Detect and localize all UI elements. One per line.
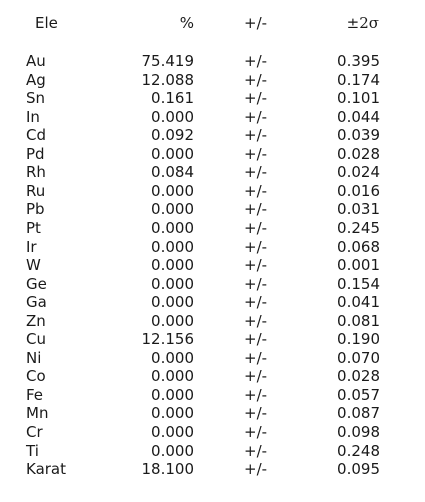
element-cell: Ni: [26, 348, 42, 367]
percent-cell: 0.000: [151, 441, 194, 460]
plusminus-cell: +/-: [244, 367, 268, 386]
sigma-cell: 0.031: [337, 200, 380, 219]
percent-cell: 12.156: [141, 330, 194, 349]
element-cell: Ru: [26, 181, 46, 200]
table-row: [0, 219, 425, 238]
plusminus-cell: +/-: [244, 441, 268, 460]
plusminus-cell: +/-: [244, 330, 268, 349]
element-cell: In: [26, 107, 40, 126]
element-cell: W: [26, 256, 41, 275]
element-cell: Ti: [26, 441, 39, 460]
element-cell: Cr: [26, 423, 43, 441]
table-row: [0, 386, 425, 405]
percent-cell: 0.000: [151, 144, 194, 163]
sigma-cell: 0.039: [337, 126, 380, 145]
percent-cell: 0.000: [151, 367, 194, 386]
sigma-cell: 0.101: [337, 89, 380, 108]
percent-cell: 0.000: [151, 423, 194, 441]
sigma-cell: 0.024: [337, 163, 380, 182]
sigma-cell: 0.095: [337, 460, 380, 479]
element-cell: Co: [26, 367, 46, 386]
percent-cell: 0.000: [151, 256, 194, 275]
percent-cell: 18.100: [141, 460, 194, 479]
plusminus-cell: +/-: [244, 218, 268, 237]
percent-cell: 0.000: [151, 218, 194, 237]
percent-cell: 0.161: [151, 89, 194, 108]
sigma-cell: 0.016: [337, 181, 380, 200]
sigma-cell: 0.028: [337, 144, 380, 163]
percent-cell: 0.000: [151, 200, 194, 219]
plusminus-cell: +/-: [244, 348, 268, 367]
percent-cell: 0.000: [151, 181, 194, 200]
sigma-cell: 0.190: [337, 330, 380, 349]
element-cell: Ir: [26, 237, 37, 256]
element-cell: Ge: [26, 274, 47, 293]
plusminus-cell: +/-: [244, 274, 268, 293]
sigma-cell: 0.098: [337, 423, 380, 441]
table-row: [0, 71, 425, 90]
table-row: [0, 200, 425, 219]
header-plusminus: +/-: [244, 14, 268, 32]
percent-cell: 0.000: [151, 385, 194, 404]
sigma-cell: 0.057: [337, 385, 380, 404]
plusminus-cell: +/-: [244, 181, 268, 200]
table-row: [0, 163, 425, 182]
plusminus-cell: +/-: [244, 311, 268, 330]
table-row: [0, 256, 425, 275]
table-row: [0, 423, 425, 442]
plusminus-cell: +/-: [244, 200, 268, 219]
sigma-cell: 0.070: [337, 348, 380, 367]
percent-cell: 0.000: [151, 274, 194, 293]
percent-cell: 75.419: [141, 52, 194, 70]
sigma-cell: 0.041: [337, 293, 380, 312]
table-row: [0, 126, 425, 145]
percent-cell: 0.000: [151, 107, 194, 126]
plusminus-cell: +/-: [244, 460, 268, 479]
element-cell: Cd: [26, 126, 46, 145]
plusminus-cell: +/-: [244, 256, 268, 275]
sigma-cell: 0.044: [337, 107, 380, 126]
table-row: [0, 238, 425, 257]
table-header: [0, 13, 425, 33]
sigma-cell: 0.001: [337, 256, 380, 275]
sigma-cell: 0.081: [337, 311, 380, 330]
sigma-cell: 0.028: [337, 367, 380, 386]
plusminus-cell: +/-: [244, 52, 268, 70]
element-cell: Cu: [26, 330, 46, 349]
element-cell: Pb: [26, 200, 45, 219]
table-row: [0, 442, 425, 461]
table-row: [0, 52, 425, 71]
element-cell: Karat: [26, 460, 67, 479]
table-row: [0, 460, 425, 479]
plusminus-cell: +/-: [244, 423, 268, 441]
element-cell: Rh: [26, 163, 46, 182]
element-cell: Zn: [26, 311, 46, 330]
plusminus-cell: +/-: [244, 89, 268, 108]
element-cell: Ga: [26, 293, 47, 312]
plusminus-cell: +/-: [244, 404, 268, 423]
plusminus-cell: +/-: [244, 163, 268, 182]
sigma-cell: 0.395: [337, 52, 380, 70]
element-cell: Au: [26, 52, 46, 70]
plusminus-cell: +/-: [244, 107, 268, 126]
table-row: [0, 349, 425, 368]
percent-cell: 0.000: [151, 311, 194, 330]
table-row: [0, 108, 425, 127]
header-element: Ele: [35, 14, 58, 32]
plusminus-cell: +/-: [244, 385, 268, 404]
plusminus-cell: +/-: [244, 70, 268, 89]
element-cell: Sn: [26, 89, 46, 108]
table-row: [0, 330, 425, 349]
percent-cell: 0.092: [151, 126, 194, 145]
percent-cell: 12.088: [141, 70, 194, 89]
header-sigma: ±2σ: [346, 14, 379, 32]
table-row: [0, 89, 425, 108]
percent-cell: 0.000: [151, 348, 194, 367]
element-cell: Mn: [26, 404, 49, 423]
sigma-cell: 0.174: [337, 70, 380, 89]
plusminus-cell: +/-: [244, 293, 268, 312]
sigma-cell: 0.245: [337, 218, 380, 237]
percent-cell: 0.000: [151, 404, 194, 423]
table-row: [0, 293, 425, 312]
plusminus-cell: +/-: [244, 144, 268, 163]
table-row: [0, 275, 425, 294]
element-cell: Pt: [26, 218, 41, 237]
element-cell: Ag: [26, 70, 46, 89]
percent-cell: 0.084: [151, 163, 194, 182]
sigma-cell: 0.248: [337, 441, 380, 460]
sigma-cell: 0.154: [337, 274, 380, 293]
table-row: [0, 404, 425, 423]
element-cell: Fe: [26, 385, 44, 404]
header-percent: %: [179, 14, 194, 32]
percent-cell: 0.000: [151, 237, 194, 256]
element-cell: Pd: [26, 144, 45, 163]
percent-cell: 0.000: [151, 293, 194, 312]
plusminus-cell: +/-: [244, 237, 268, 256]
table-row: [0, 312, 425, 331]
sigma-cell: 0.087: [337, 404, 380, 423]
sigma-cell: 0.068: [337, 237, 380, 256]
table-row: [0, 145, 425, 164]
table-row: [0, 182, 425, 201]
plusminus-cell: +/-: [244, 126, 268, 145]
table-row: [0, 367, 425, 386]
